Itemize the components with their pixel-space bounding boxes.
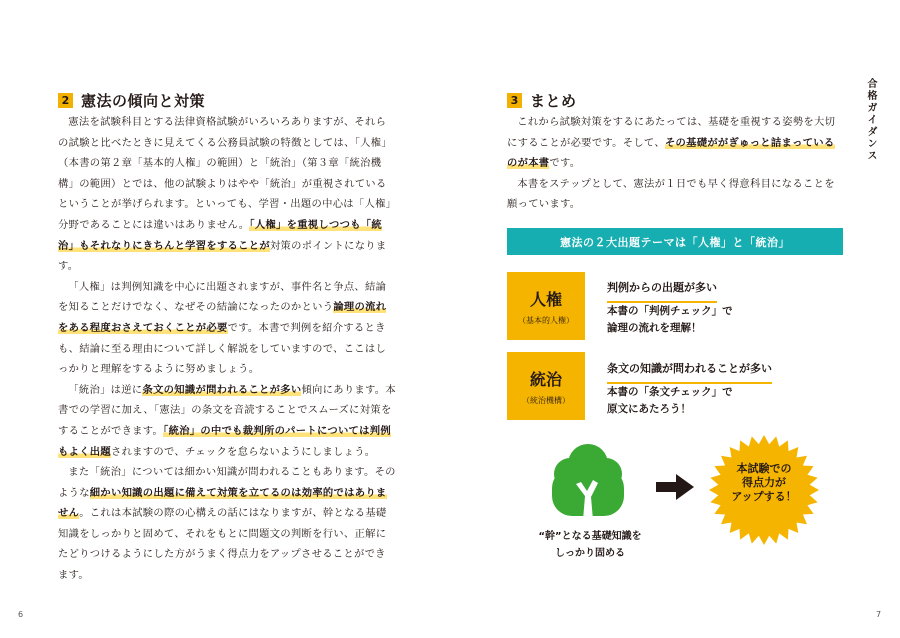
- side-tab-guidance: 合格ガイダンス: [865, 78, 876, 162]
- theme-desc-line: 本書の「条文チェック」で: [607, 386, 733, 398]
- starburst-text: [718, 462, 810, 504]
- starburst-line: 本試験での: [736, 462, 792, 475]
- theme-name: 統治: [529, 369, 562, 389]
- right-page: [450, 0, 900, 638]
- text-run: 憲法を試験科目とする法律資格試験がいろいろありますが、それらの試験と比べたときに見えてくる公務員試験の特徴としては、「人権」（本書の第２章「基本的人権」の範囲）と「統治」（第３章「統治機構」の範囲）とでは、他の試験よりはやや「統治」が重視されているということが挙げられます。といっても、学習・出題の中心は「人権」分野であることには違いはありません。: [58, 116, 392, 231]
- paragraph: [58, 462, 396, 586]
- theme-desc-line: 原文にあたろう！: [607, 403, 691, 415]
- text-run: されますので、チェックを怠らないようにしましょう。: [110, 445, 376, 458]
- section-title: まとめ: [530, 92, 577, 110]
- text-run: です。: [549, 157, 581, 170]
- highlighted-text: 論理の流れをある程度おさえておくことが必要: [58, 301, 387, 334]
- theme-title-jinken: 判例からの出題が多い: [607, 279, 717, 303]
- right-body-text: [507, 112, 845, 215]
- tree-icon: [546, 440, 630, 524]
- paragraph: [507, 112, 845, 174]
- section-heading-2: [58, 90, 205, 111]
- starburst-line: 得点力が: [742, 476, 786, 489]
- paragraph: [507, 174, 845, 215]
- themes-banner: 憲法の２大出題テーマは「人権」と「統治」: [507, 228, 843, 255]
- section-number-badge: 2: [58, 93, 73, 108]
- theme-box-touchi: [507, 352, 585, 420]
- left-body-text: [58, 112, 396, 586]
- theme-desc-line: 論理の流れを理解！: [607, 322, 702, 334]
- theme-sub: （基本的人権）: [518, 315, 574, 325]
- highlighted-text: 「統治」の中でも裁判所のパートについては判例もよく出題: [58, 424, 391, 458]
- text-run: 「人権」は判例知識を中心に出題されますが、事件名と争点、結論を知ることだけでなく、なぜその結論になったのかという: [58, 280, 387, 314]
- section-number-badge: 3: [507, 93, 522, 108]
- caption-line: しっかり固める: [555, 548, 625, 559]
- section-heading-3: [507, 90, 577, 111]
- theme-name: 人権: [529, 289, 562, 309]
- section-title: 憲法の傾向と対策: [81, 92, 206, 110]
- page-number-left: 6: [18, 610, 24, 619]
- text-run: 本書をステップとして、憲法が１日でも早く得意科目になることを願っています。: [507, 177, 835, 211]
- highlighted-text: 「人権」を重視しつつも「統治」もそれなりにきちんと学習をすることが: [58, 218, 382, 252]
- paragraph: [58, 112, 396, 277]
- theme-box-jinken: [507, 272, 585, 340]
- text-run: また「統治」については細かい知識が問われることもあります。そのような: [58, 466, 396, 499]
- starburst-line: アップする！: [731, 490, 797, 503]
- paragraph: [58, 380, 396, 462]
- text-run: です。本書で判例を紹介するときも、結論に至る理由について詳しく解説をしていますので、ここはしっかりと理解をするように努めましょう。: [58, 321, 387, 376]
- text-run: これから試験対策をするにあたっては、基礎を重視する姿勢を大切にすることが必要です。そして、: [507, 116, 836, 149]
- text-run: 「統治」は逆に: [68, 383, 143, 396]
- arrow-right-icon: [656, 474, 694, 500]
- theme-desc-touchi: [607, 384, 733, 418]
- highlighted-text: その基礎ががぎゅっと詰まっているのが本書: [507, 136, 835, 170]
- text-run: 対策のポイントになります。: [58, 239, 387, 273]
- theme-desc-line: 本書の「判例チェック」で: [607, 305, 733, 317]
- theme-sub: （統治機構）: [522, 395, 570, 405]
- highlighted-text: 細かい知識の出題に備えて対策を立てるのは効率的ではありません: [58, 486, 387, 520]
- page-number-right: 7: [876, 610, 882, 619]
- tree-caption: [510, 528, 670, 562]
- text-run: 傾向にあります。本書での学習に加え、「憲法」の条文を音読することでスムーズに対策をすることができます。: [58, 383, 396, 437]
- paragraph: [58, 277, 396, 380]
- caption-line: “幹”となる基礎知識を: [538, 531, 642, 542]
- highlighted-text: 条文の知識が問われることが多い: [142, 383, 302, 396]
- theme-title-touchi: 条文の知識が問われることが多い: [607, 360, 772, 384]
- theme-desc-jinken: [607, 303, 733, 337]
- text-run: 。これは本試験の際の心構えの話にはなりますが、幹となる基礎知識をしっかりと固めて、それをもとに問題文の判断を行い、正解にたどりつけるようにした方がうまく得点力をアップさせることができます。: [58, 507, 387, 582]
